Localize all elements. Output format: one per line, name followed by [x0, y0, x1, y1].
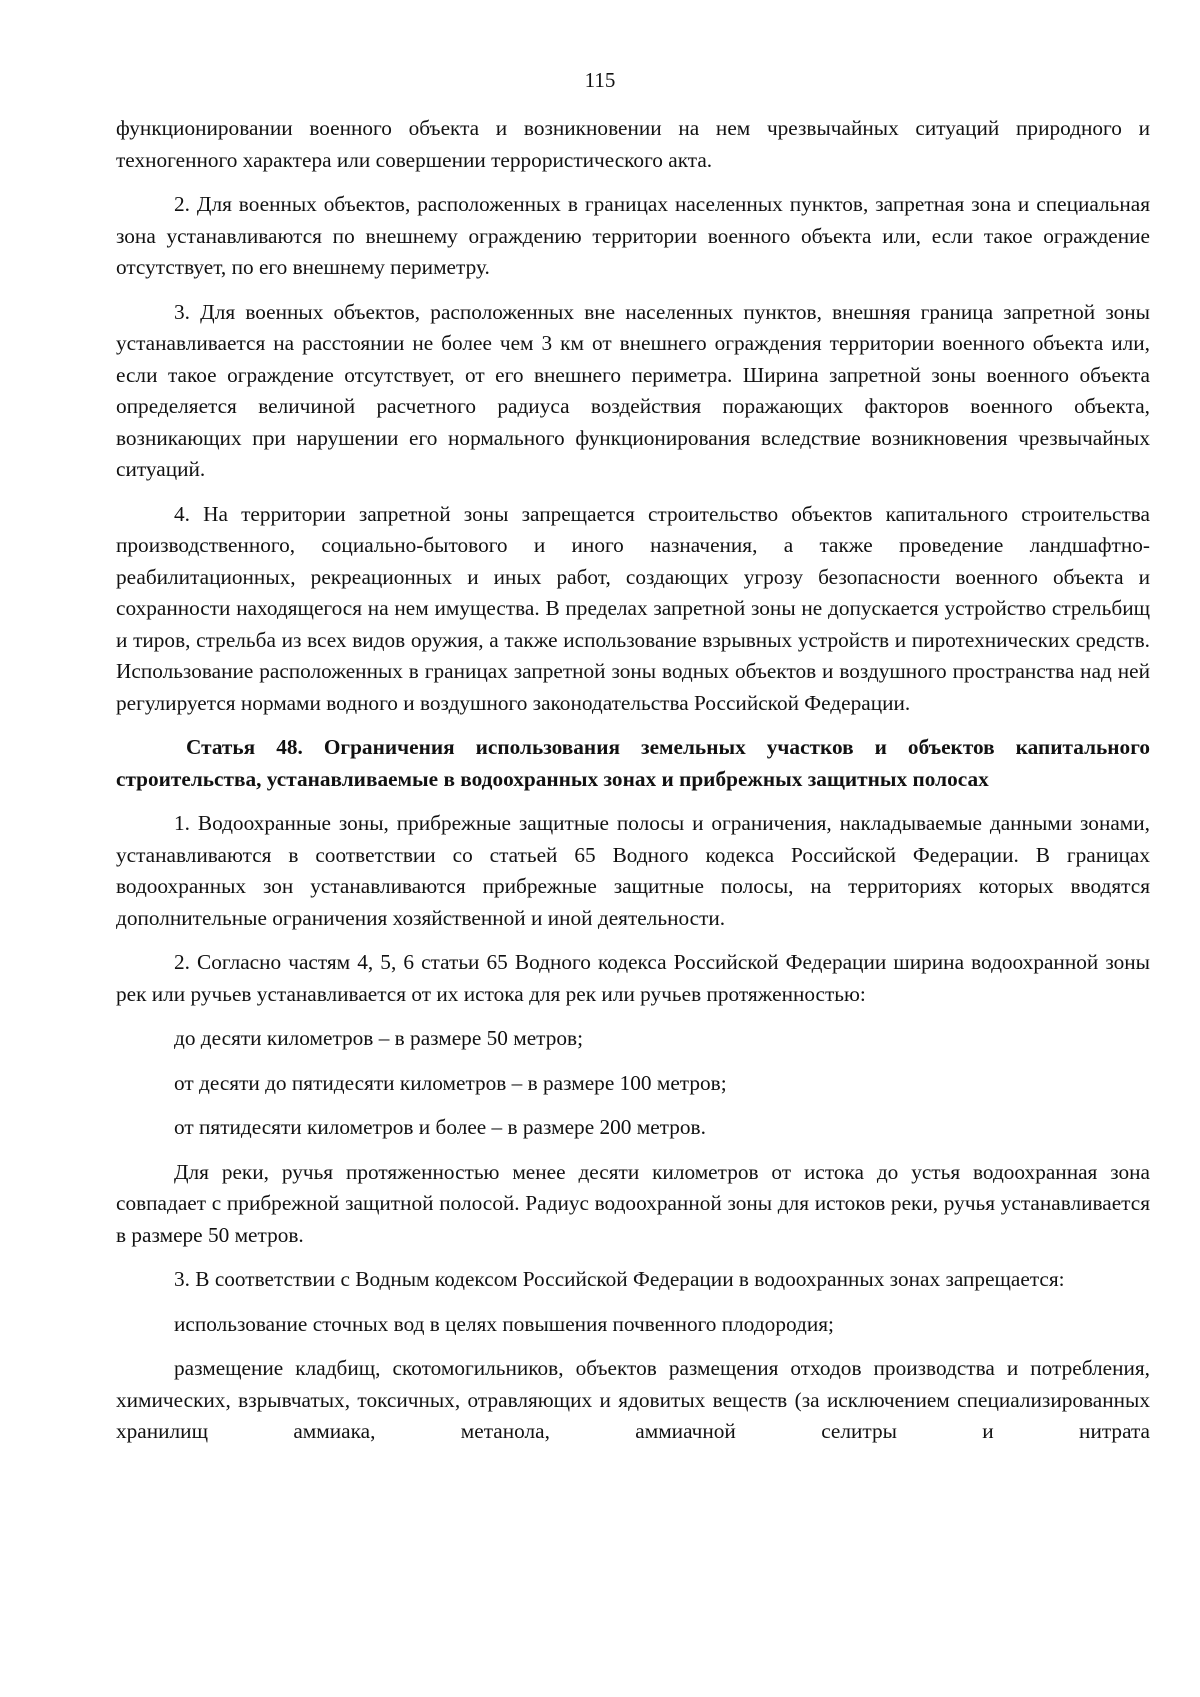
article-paragraph-short-rivers: Для реки, ручья протяженностью менее десяти километров от истока до устья водоохранная зона совпадает с прибрежной защитной полосой. Радиус водоохранной зоны для истоков реки, ручья устанавливается в размере 50 метров. — [116, 1159, 1150, 1247]
article-paragraph-3: 3. В соответствии с Водным кодексом Российской Федерации в водоохранных зонах запрещается: — [174, 1267, 1065, 1291]
page-number: 115 — [584, 68, 616, 92]
article-paragraph-1: 1. Водоохранные зоны, прибрежные защитные полосы и ограничения, накладываемые данными зонами, устанавливаются в соответствии со статьей 65 Водного кодекса Российской Федерации. В границах водоохранных зон устанавливаются прибрежные защитные полосы, на территориях которых вводятся дополнительные ограничения хозяйственной и иной деятельности. — [116, 811, 1150, 930]
list-item-fifty-km-plus: от пятидесяти километров и более – в размере 200 метров. — [174, 1115, 706, 1139]
article-paragraph-2: 2. Согласно частям 4, 5, 6 статьи 65 Водного кодекса Российской Федерации ширина водоохранной зоны рек или ручьев устанавливается от их истока для рек или ручьев протяженностью: — [116, 950, 1150, 1006]
list-item-ten-to-fifty-km: от десяти до пятидесяти километров – в размере 100 метров; — [174, 1070, 727, 1095]
article-heading: Статья 48. Ограничения использования земельных участков и объектов капитального строительства, устанавливаемые в водоохранных зонах и прибрежных защитных полосах — [116, 735, 1150, 791]
paragraph-item-2: 2. Для военных объектов, расположенных в границах населенных пунктов, запретная зона и специальная зона устанавливаются по внешнему ограждению территории военного объекта или, если такое ограждение отсутствует, по его внешнему периметру. — [116, 192, 1150, 279]
prohibition-item-cemeteries: размещение кладбищ, скотомогильников, объектов размещения отходов производства и потребления, химических, взрывчатых, токсичных, отравляющих и ядовитых веществ (за исключением специализированных хранилищ аммиака, метанола, аммиачной селитры и нитрата — [116, 1356, 1150, 1443]
paragraph-item-3: 3. Для военных объектов, расположенных вне населенных пунктов, внешняя граница запретной зоны устанавливается на расстоянии не более чем 3 км от внешнего ограждения территории военного объекта или, если такое ограждение отсутствует, от его внешнего периметра. Ширина запретной зоны военного объекта определяется величиной расчетного радиуса воздействия поражающих факторов военного объекта, возникающих при нарушении его нормального функционирования вследствие возникновения чрезвычайных ситуаций. — [116, 299, 1150, 481]
document-body — [116, 113, 1150, 1461]
paragraph-item-4: 4. На территории запретной зоны запрещается строительство объектов капитального строительства производственного, социально-бытового и иного назначения, а также проведение ландшафтно-реабилитационных, рекреационных и иных работ, создающих угрозу безопасности военного объекта и сохранности находящегося на нем имущества. В пределах запретной зоны не допускается устройство стрельбищ и тиров, стрельба из всех видов оружия, а также использование взрывных устройств и пиротехнических средств. Использование расположенных в границах запретной зоны водных объектов и воздушного пространства над ней регулируется нормами водного и воздушного законодательства Российской Федерации. — [116, 501, 1150, 715]
list-item-up-to-ten-km: до десяти километров – в размере 50 метров; — [174, 1026, 583, 1050]
prohibition-item-wastewater: использование сточных вод в целях повышения почвенного плодородия; — [174, 1311, 834, 1336]
paragraph-continuation: функционировании военного объекта и возникновении на нем чрезвычайных ситуаций природного и техногенного характера или совершении террористического акта. — [116, 116, 1150, 172]
